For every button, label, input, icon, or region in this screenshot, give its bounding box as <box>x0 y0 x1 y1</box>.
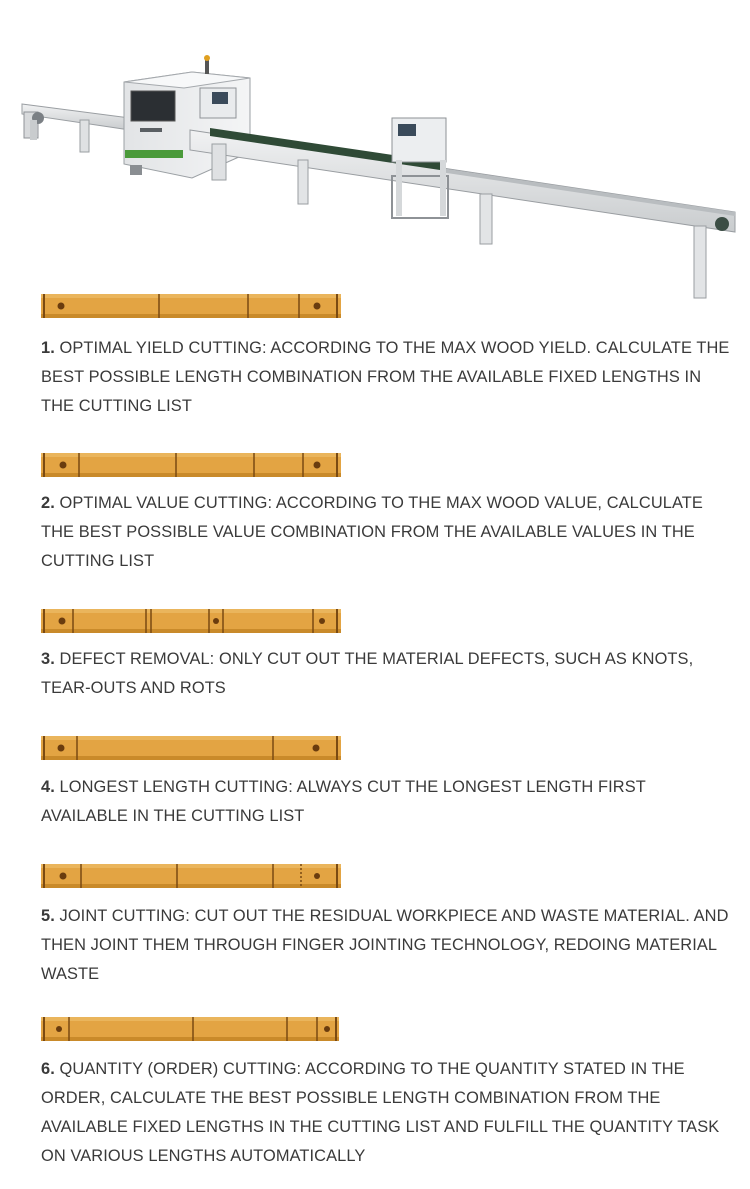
mode-description <box>41 334 731 421</box>
mode-text: LONGEST LENGTH CUTTING: ALWAYS CUT THE LONGEST LENGTH FIRST AVAILABLE IN THE CUTTING LIST <box>41 778 646 825</box>
mode-text: OPTIMAL YIELD CUTTING: ACCORDING TO THE MAX WOOD YIELD. CALCULATE THE BEST POSSIBLE LENGTH COMBINATION FROM THE AVAILABLE FIXED LENGTHS IN THE CUTTING LIST <box>41 339 730 415</box>
mode-text: DEFECT REMOVAL: ONLY CUT OUT THE MATERIAL DEFECTS, SUCH AS KNOTS, TEAR-OUTS AND ROTS <box>41 650 694 697</box>
mode-number: 4. <box>41 778 55 796</box>
wood-board-quantity-illustration <box>41 1016 341 1042</box>
wood-board-defect-illustration <box>41 608 341 634</box>
mode-description <box>41 645 731 703</box>
mode-number: 2. <box>41 494 55 512</box>
wood-board-longest-illustration <box>41 735 341 761</box>
mode-description <box>41 1055 731 1171</box>
mode-description <box>41 902 731 989</box>
mode-number: 6. <box>41 1060 55 1078</box>
mode-number: 5. <box>41 907 55 925</box>
infeed-conveyor <box>22 104 130 152</box>
mode-text: JOINT CUTTING: CUT OUT THE RESIDUAL WORKPIECE AND WASTE MATERIAL. AND THEN JOINT THEM THROUGH FINGER JOINTING TECHNOLOGY, REDOING MATERIAL WASTE <box>41 907 729 983</box>
mode-description <box>41 773 731 831</box>
mode-number: 3. <box>41 650 55 668</box>
mode-text: OPTIMAL VALUE CUTTING: ACCORDING TO THE MAX WOOD VALUE, CALCULATE THE BEST POSSIBLE VALUE COMBINATION FROM THE AVAILABLE VALUES IN THE CUTTING LIST <box>41 494 703 570</box>
outfeed-conveyor <box>190 128 735 298</box>
wood-board-value-illustration <box>41 452 341 478</box>
mode-description <box>41 489 731 576</box>
wood-board-joint-illustration <box>41 863 341 889</box>
mode-number: 1. <box>41 339 55 357</box>
wood-board-yield-illustration <box>41 293 341 319</box>
cross-cut-saw-line-icon <box>0 0 750 310</box>
mode-text: QUANTITY (ORDER) CUTTING: ACCORDING TO THE QUANTITY STATED IN THE ORDER, CALCULATE THE BEST POSSIBLE LENGTH COMBINATION FROM THE AVAILABLE FIXED LENGTHS IN THE CUTTING LIST AND FULFILL THE QUANTITY TASK ON VARIOUS LENGTHS AUTOMATICALLY <box>41 1060 720 1165</box>
saw-cabinet <box>124 55 250 178</box>
